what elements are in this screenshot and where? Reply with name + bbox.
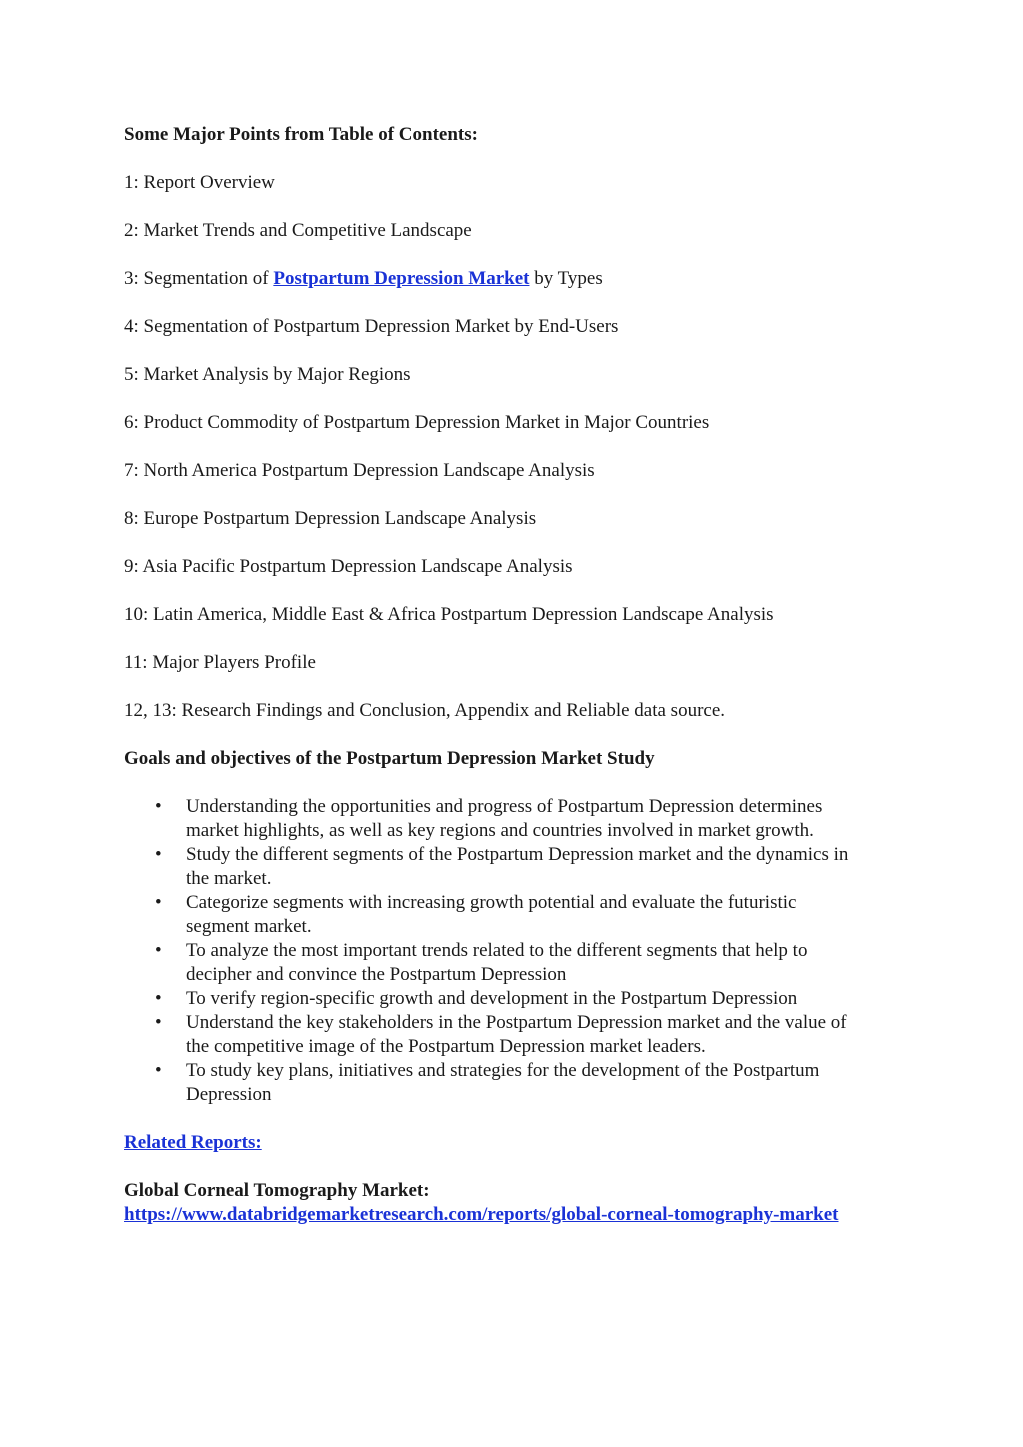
list-item-text: To analyze the most important trends related to the different segments that help to decipher and convince the Postpartum Depression bbox=[186, 940, 808, 985]
toc-item-4: 4: Segmentation of Postpartum Depression Market by End-Users bbox=[124, 316, 619, 337]
toc-item-2: 2: Market Trends and Competitive Landscape bbox=[124, 220, 472, 241]
bullet-icon: • bbox=[155, 1060, 162, 1081]
list-item-text: Understand the key stakeholders in the Postpartum Depression market and the value of the competitive image of the Postpartum Depression market leaders. bbox=[186, 1012, 847, 1057]
list-item-text: To study key plans, initiatives and strategies for the development of the Postpartum Depression bbox=[186, 1060, 820, 1105]
toc-item-12: 12, 13: Research Findings and Conclusion, Appendix and Reliable data source. bbox=[124, 700, 726, 721]
toc-item-8: 8: Europe Postpartum Depression Landscape Analysis bbox=[124, 508, 537, 529]
toc-item-5: 5: Market Analysis by Major Regions bbox=[124, 364, 411, 385]
list-item bbox=[124, 891, 854, 939]
document-page bbox=[124, 123, 894, 1227]
list-item-text: Categorize segments with increasing growth potential and evaluate the futuristic segment market. bbox=[186, 892, 797, 937]
toc-heading: Some Major Points from Table of Contents: bbox=[124, 124, 478, 145]
toc-item-1: 1: Report Overview bbox=[124, 172, 275, 193]
list-item bbox=[124, 795, 854, 843]
related-reports-section bbox=[124, 1131, 894, 1155]
list-item bbox=[124, 1059, 854, 1107]
toc-item-10: 10: Latin America, Middle East & Africa Postpartum Depression Landscape Analysis bbox=[124, 604, 774, 625]
bullet-icon: • bbox=[155, 796, 162, 817]
list-item bbox=[124, 1011, 854, 1059]
related-report-url-wrapper bbox=[124, 1203, 854, 1227]
list-item-text: To verify region-specific growth and development in the Postpartum Depression bbox=[186, 988, 798, 1009]
toc-item-3-prefix: 3: Segmentation of bbox=[124, 268, 274, 289]
toc-item-3 bbox=[124, 267, 894, 291]
goals-heading: Goals and objectives of the Postpartum Depression Market Study bbox=[124, 748, 655, 769]
bullet-icon: • bbox=[155, 892, 162, 913]
postpartum-depression-market-link[interactable]: Postpartum Depression Market bbox=[273, 268, 530, 289]
toc-item-7: 7: North America Postpartum Depression Landscape Analysis bbox=[124, 460, 595, 481]
list-item-text: Study the different segments of the Postpartum Depression market and the dynamics in the market. bbox=[186, 844, 849, 889]
bullet-icon: • bbox=[155, 940, 162, 961]
related-report-title: Global Corneal Tomography Market: bbox=[124, 1180, 430, 1201]
goals-list bbox=[124, 795, 854, 1107]
list-item-text: Understanding the opportunities and progress of Postpartum Depression determines market highlights, as well as key regions and countries involved in market growth. bbox=[186, 796, 823, 841]
list-item bbox=[124, 987, 854, 1011]
bullet-icon: • bbox=[155, 844, 162, 865]
related-report-url-link[interactable]: https://www.databridgemarketresearch.com/reports/global-corneal-tomography-market bbox=[124, 1204, 839, 1225]
list-item bbox=[124, 939, 854, 987]
bullet-icon: • bbox=[155, 988, 162, 1009]
bullet-icon: • bbox=[155, 1012, 162, 1033]
toc-item-11: 11: Major Players Profile bbox=[124, 652, 316, 673]
toc-item-9: 9: Asia Pacific Postpartum Depression Landscape Analysis bbox=[124, 556, 573, 577]
list-item bbox=[124, 843, 854, 891]
toc-item-6: 6: Product Commodity of Postpartum Depression Market in Major Countries bbox=[124, 412, 710, 433]
toc-item-3-suffix: by Types bbox=[529, 268, 603, 289]
related-reports-link[interactable]: Related Reports: bbox=[124, 1132, 262, 1153]
